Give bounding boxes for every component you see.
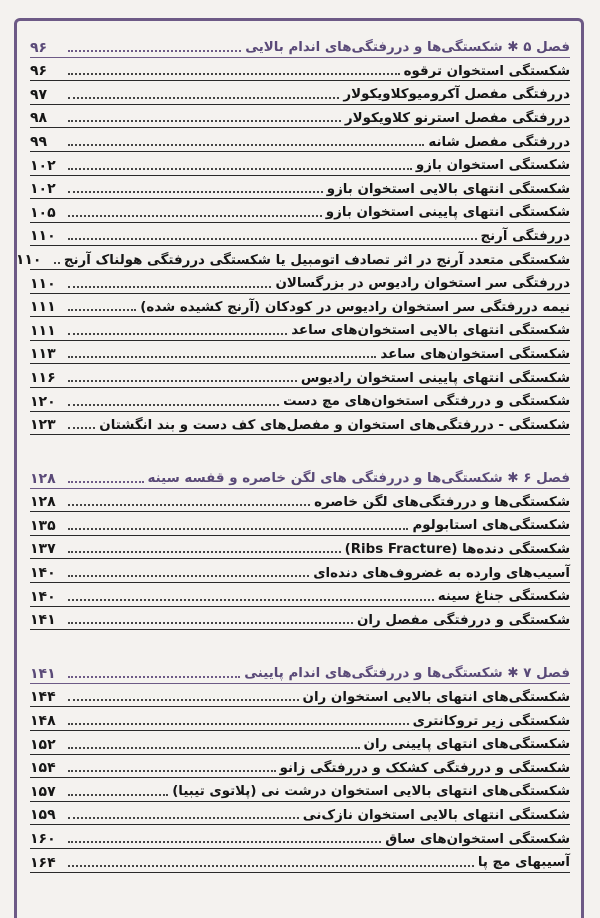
- page-number: ۱۵۲: [30, 736, 56, 753]
- table-of-contents: [15, 34, 570, 873]
- dot-leader: [68, 333, 287, 335]
- page-number: ۹۶: [30, 39, 48, 56]
- dot-leader: [68, 528, 408, 530]
- entry-title: شکستگی‌های انتهای بالایی استخوان درشت نی (پلاتوی تیبیا): [172, 784, 570, 800]
- entry-title: شکستگی استخوان بازو: [415, 158, 570, 174]
- entry-title: شکستگی - دررفتگی‌های استخوان و مفصل‌های کف دست و بند انگشتان: [99, 417, 570, 433]
- toc-entry[interactable]: [30, 412, 570, 436]
- toc-entry[interactable]: [30, 294, 570, 318]
- section-gap: [30, 435, 570, 465]
- chapter-heading[interactable]: [30, 34, 570, 58]
- dot-leader: [68, 841, 381, 843]
- page-number: ۱۵۷: [30, 783, 56, 800]
- entry-title: شکستگی دنده‌ها (Ribs Fracture): [344, 542, 570, 558]
- dot-leader: [68, 144, 424, 146]
- toc-entry[interactable]: [30, 105, 570, 129]
- toc-entry[interactable]: [30, 684, 570, 708]
- page-number: ۱۴۰: [30, 565, 56, 582]
- page-number: ۱۲۰: [30, 393, 56, 410]
- page-number: ۱۴۱: [30, 665, 56, 682]
- entry-title: شکستگی انتهای پایینی استخوان رادیوس: [300, 370, 570, 386]
- toc-entry[interactable]: [30, 58, 570, 82]
- dot-leader: [68, 356, 376, 358]
- page-number: ۹۶: [30, 63, 48, 80]
- page-number: ۱۳۷: [30, 541, 56, 558]
- entry-title: شکستگی انتهای پایینی استخوان بازو: [325, 205, 570, 221]
- dot-leader: [68, 551, 341, 553]
- dot-leader: [68, 380, 297, 382]
- entry-title: شکستگی زیر تروکانتری: [412, 713, 570, 729]
- dot-leader: [68, 770, 276, 772]
- page-number: ۱۱۰: [30, 275, 56, 292]
- page-number: ۱۰۵: [30, 204, 56, 221]
- page-number: ۱۶۰: [30, 831, 56, 847]
- chapter-heading[interactable]: [30, 465, 570, 489]
- toc-entry[interactable]: [30, 388, 570, 412]
- entry-title: دررفتگی مفصل استرنو کلاویکولار: [344, 110, 570, 126]
- page-number: ۱۴۱: [30, 612, 56, 629]
- page-number: ۱۲۸: [30, 470, 56, 487]
- entry-title: شکستگی و دررفتگی مفصل ران: [356, 612, 570, 628]
- toc-entry[interactable]: [30, 81, 570, 105]
- chapter-entries: [15, 58, 570, 436]
- dot-leader: [68, 97, 339, 99]
- chapter-entries: [30, 684, 570, 873]
- toc-entry[interactable]: [30, 128, 570, 152]
- toc-entry[interactable]: [30, 176, 570, 200]
- page-number: ۱۳۵: [30, 517, 56, 534]
- toc-entry[interactable]: [15, 246, 570, 270]
- page-number: ۱۱۰: [15, 251, 42, 268]
- toc-entry[interactable]: [30, 223, 570, 247]
- toc-entry[interactable]: [30, 802, 570, 826]
- dot-leader: [68, 427, 95, 429]
- chapter-title: فصل ۷ ✱ شکستگی‌ها و دررفتگی‌های اندام پایینی: [244, 666, 570, 682]
- toc-entry[interactable]: [30, 755, 570, 779]
- chapter-heading[interactable]: [30, 660, 570, 684]
- page-number: ۱۱۱: [30, 322, 56, 339]
- toc-entry[interactable]: [30, 270, 570, 294]
- dot-leader: [54, 262, 60, 264]
- entry-title: شکستگی‌های استابولوم: [412, 518, 570, 534]
- entry-title: شکستگی جناغ سینه: [437, 589, 570, 605]
- dot-leader: [68, 168, 412, 170]
- toc-entry[interactable]: [30, 341, 570, 365]
- dot-leader: [68, 309, 136, 311]
- entry-title: دررفتگی سر استخوان رادیوس در بزرگسالان: [275, 276, 570, 292]
- entry-title: شکستگی‌های انتهای پایینی ران: [363, 737, 570, 753]
- page-number: ۹۸: [30, 110, 48, 127]
- toc-entry[interactable]: [30, 707, 570, 731]
- entry-title: شکستگی متعدد آرنج در اثر تصادف اتومبیل یا شکستگی دررفتگی هولناک آرنج: [63, 252, 570, 268]
- dot-leader: [68, 50, 241, 52]
- entry-title: شکستگی انتهای بالایی استخوان بازو: [326, 181, 570, 197]
- dot-leader: [68, 575, 309, 577]
- entry-title: شکستگی استخوان‌های ساق: [385, 831, 570, 847]
- page-number: ۱۰۲: [30, 157, 56, 174]
- dot-leader: [68, 794, 168, 796]
- entry-title: دررفتگی مفصل شانه: [428, 134, 570, 150]
- page-number: ۱۵۹: [30, 807, 56, 824]
- page-number: ۱۲۸: [30, 494, 56, 511]
- entry-title: آسیب‌های وارده به غضروف‌های دنده‌ای: [313, 565, 570, 581]
- toc-entry[interactable]: [30, 778, 570, 802]
- page-number: ۱۱۱: [30, 299, 56, 316]
- toc-entry[interactable]: [30, 364, 570, 388]
- dot-leader: [68, 723, 409, 725]
- dot-leader: [68, 817, 299, 819]
- entry-title: دررفتگی مفصل آکرومیوکلاویکولار: [343, 87, 570, 103]
- entry-title: شکستگی انتهای بالایی استخوان نازک‌نی: [302, 808, 570, 823]
- entry-title: شکستگی‌های انتهای بالایی استخوان ران: [302, 690, 570, 706]
- entry-title: شکستگی استخوان ترقوه: [403, 63, 570, 79]
- page-number: ۱۴۰: [30, 588, 56, 605]
- toc-entry[interactable]: [30, 489, 570, 513]
- page-number: ۱۱۳: [30, 346, 56, 363]
- page-number: ۱۶۴: [30, 854, 56, 871]
- toc-entry[interactable]: [30, 559, 570, 583]
- dot-leader: [68, 676, 240, 678]
- dot-leader: [68, 73, 400, 75]
- entry-title: آسیبهای مچ پا: [477, 855, 570, 871]
- chapter-title: فصل ۶ ✱ شکستگی‌ها و دررفتگی‌ های لگن خاصره و قفسه سینه: [147, 471, 570, 487]
- entry-title: شکستگی و دررفتگی استخوان‌های مچ دست: [283, 394, 570, 410]
- toc-entry[interactable]: [30, 731, 570, 755]
- dot-leader: [68, 215, 322, 217]
- toc-entry[interactable]: [30, 825, 570, 849]
- page-number: ۱۲۳: [30, 417, 56, 434]
- page-number: ۱۰۲: [30, 181, 56, 198]
- entry-title: شکستگی استخوان‌های ساعد: [380, 346, 570, 362]
- toc-entry[interactable]: [30, 152, 570, 176]
- dot-leader: [68, 599, 434, 601]
- chapter-title: فصل ۵ ✱ شکستگی‌ها و دررفتگی‌های اندام بالایی: [245, 40, 570, 56]
- dot-leader: [68, 699, 299, 701]
- dot-leader: [68, 191, 323, 193]
- toc-entry[interactable]: [30, 583, 570, 607]
- dot-leader: [68, 120, 341, 122]
- dot-leader: [68, 404, 279, 406]
- toc-entry[interactable]: [30, 512, 570, 536]
- entry-title: نیمه دررفتگی سر استخوان رادیوس در کودکان (آرنج کشیده شده): [140, 299, 570, 315]
- dot-leader: [68, 481, 144, 483]
- entry-title: شکستگی و دررفتگی کشکک و دررفتگی زانو: [279, 760, 570, 776]
- dot-leader: [68, 747, 360, 749]
- page-number: ۱۵۴: [30, 760, 56, 777]
- dot-leader: [68, 504, 310, 506]
- dot-leader: [68, 865, 474, 867]
- entry-title: دررفتگی آرنج: [480, 228, 570, 244]
- page-number: ۹۷: [30, 86, 48, 103]
- toc-entry[interactable]: [30, 849, 570, 873]
- dot-leader: [68, 238, 477, 240]
- dot-leader: [68, 622, 353, 624]
- chapter-entries: [30, 489, 570, 631]
- dot-leader: [68, 286, 271, 288]
- toc-entry[interactable]: [30, 536, 570, 560]
- page-number: ۱۴۴: [30, 689, 56, 706]
- page-number: ۱۱۰: [30, 228, 56, 245]
- section-gap: [30, 630, 570, 660]
- page-number: ۹۹: [30, 133, 48, 150]
- entry-title: شکستگی انتهای بالایی استخوان‌های ساعد: [291, 323, 570, 339]
- page-number: ۱۴۸: [30, 713, 56, 730]
- entry-title: شکستگی‌ها و دررفتگی‌های لگن خاصره: [314, 494, 570, 510]
- toc-entry[interactable]: [30, 317, 570, 341]
- toc-entry[interactable]: [30, 199, 570, 223]
- toc-entry[interactable]: [30, 607, 570, 631]
- page-number: ۱۱۶: [30, 369, 56, 386]
